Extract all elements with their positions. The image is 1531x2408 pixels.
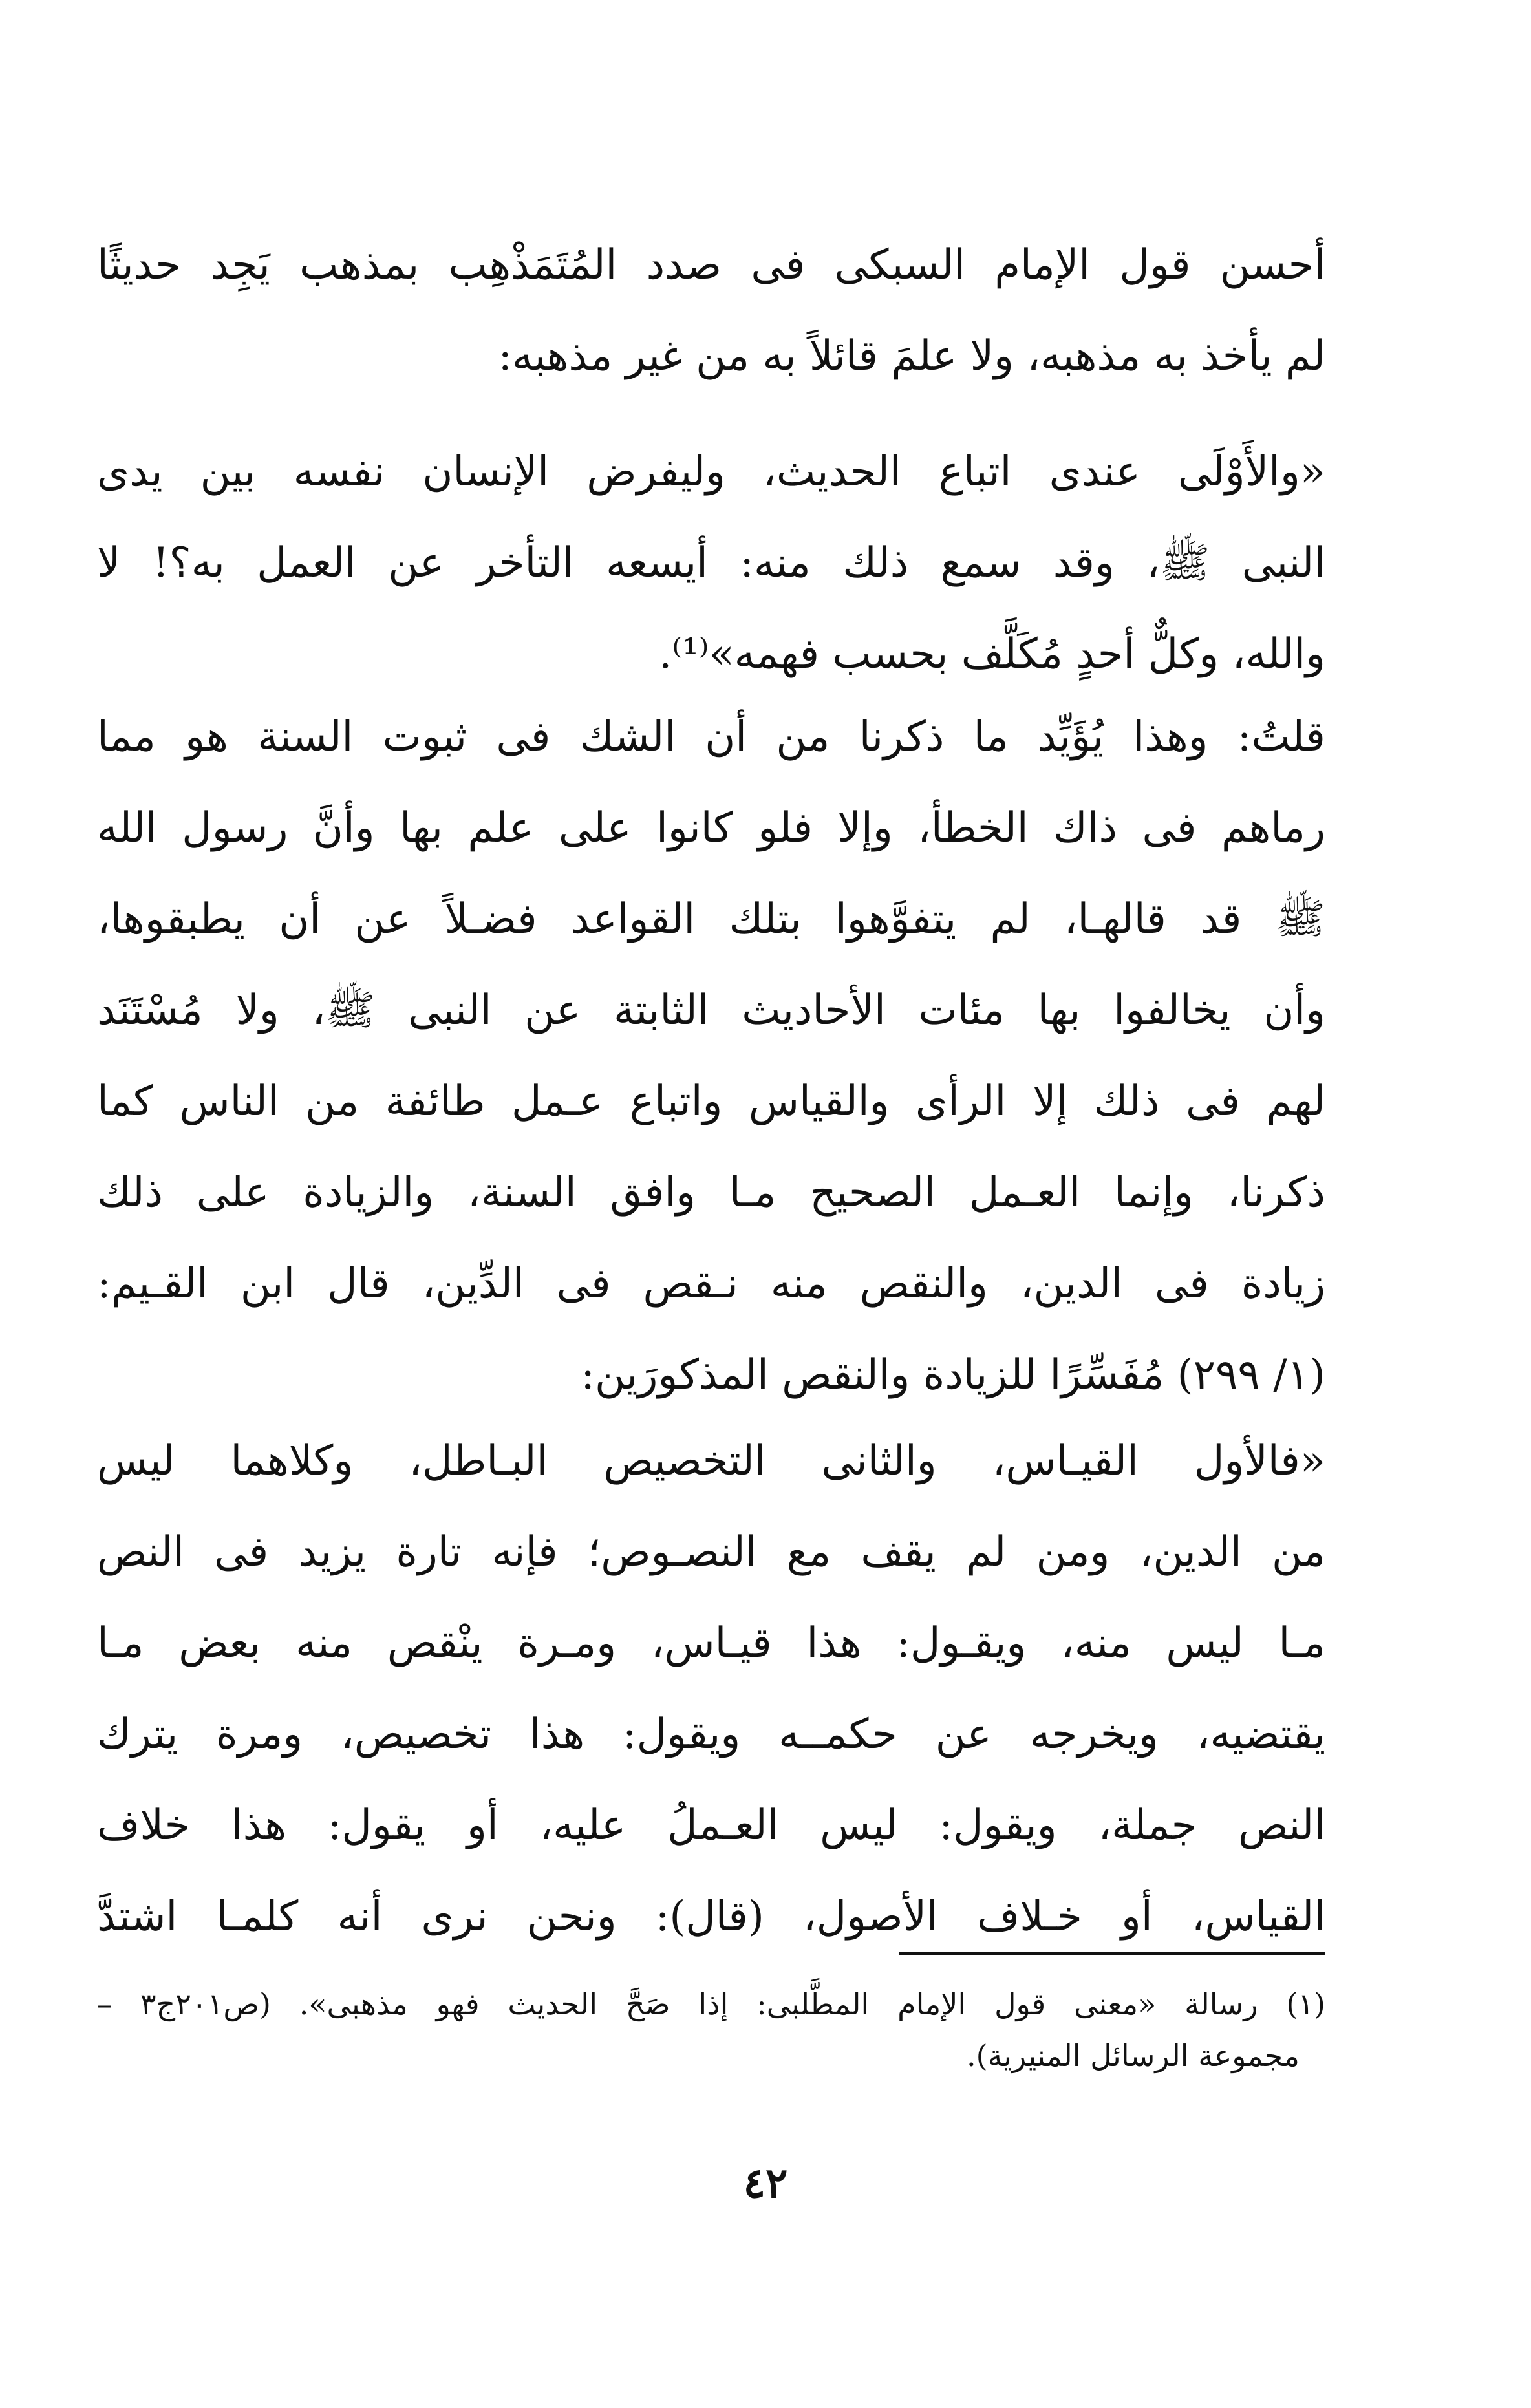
footnote-divider (899, 1952, 1325, 1955)
text-line: والله، وكلٌّ أحدٍ مُكَلَّف بحسب فهمه»⁽¹⁾. (659, 630, 1325, 678)
footnote-line-1: (١) رسالة «معنى قول الإمام المطَّلبى: إذا صَحَّ الحديث فهو مذهبى». (ص٢٠١ج٣ – (97, 1987, 1325, 2021)
text-line: رماهم فى ذاك الخطأ، وإلا فلو كانوا على علم بها وأنَّ رسول الله (97, 804, 1325, 852)
text-line: «والأَوْلَى عندى اتباع الحديث، وليفرض الإنسان نفسه بين يدى (97, 448, 1325, 496)
paragraph-3 (97, 692, 1325, 1421)
text-line: ﷺ قد قالهـا، لم يتفوَّهوا بتلك القواعد فضـلاً عن أن يطبقوها، (97, 895, 1325, 943)
text-line: من الدين، ومن لم يقف مع النصـوص؛ فإنه تارة يزيد فى النص (97, 1528, 1325, 1576)
paragraph-4-quote (97, 1416, 1325, 1963)
text-line: القياس، أو خـلاف الأصول، (قال): ونحن نرى أنه كلمـا اشتدَّ (97, 1893, 1325, 1941)
text-line: (١/ ٢٩٩) مُفَسِّرًا للزيادة والنقص المذكورَين: (581, 1351, 1325, 1399)
text-line: قلتُ: وهذا يُؤَيِّد ما ذكرنا من أن الشك فى ثبوت السنة هو مما (97, 713, 1325, 761)
text-line: «فالأول القيـاس، والثانى التخصيص البـاطل، وكلاهما ليس (97, 1437, 1325, 1485)
text-line: لم يأخذ به مذهبه، ولا علمَ قائلاً به من غير مذهبه: (498, 332, 1325, 380)
text-line: مـا ليس منه، ويقـول: هذا قيـاس، ومـرة ينْقص منه بعض مـا (97, 1619, 1325, 1667)
text-line: أحسن قول الإمام السبكى فى صدد المُتَمَذْهِب بمذهب يَجِد حديثًا (97, 241, 1325, 289)
text-line: يقتضيه، ويخرجه عن حكمــه ويقول: هذا تخصيص، ومرة يترك (97, 1710, 1325, 1758)
text-line: ذكرنا، وإنما العـمل الصحيح مـا وافق السنة، والزيادة على ذلك (97, 1169, 1325, 1217)
text-line: زيادة فى الدين، والنقص منه نـقص فى الدِّين، قال ابن القـيم: (97, 1260, 1325, 1308)
footnote-line-2: مجموعة الرسائل المنيرية). (967, 2038, 1300, 2073)
paragraph-2-quote (97, 427, 1325, 700)
text-line: وأن يخالفوا بها مئات الأحاديث الثابتة عن النبى ﷺ، ولا مُسْتَنَد (97, 986, 1325, 1034)
text-line: لهم فى ذلك إلا الرأى والقياس واتباع عـمل طائفة من الناس كما (97, 1078, 1325, 1125)
page-number: ٤٢ (743, 2159, 788, 2208)
paragraph-1 (97, 220, 1325, 402)
text-line: النبى ﷺ، وقد سمع ذلك منه: أيسعه التأخر عن العمل به؟! لا (97, 539, 1325, 587)
text-line: النص جملة، ويقول: ليس العـملُ عليه، أو يقول: هذا خلاف (97, 1802, 1325, 1849)
